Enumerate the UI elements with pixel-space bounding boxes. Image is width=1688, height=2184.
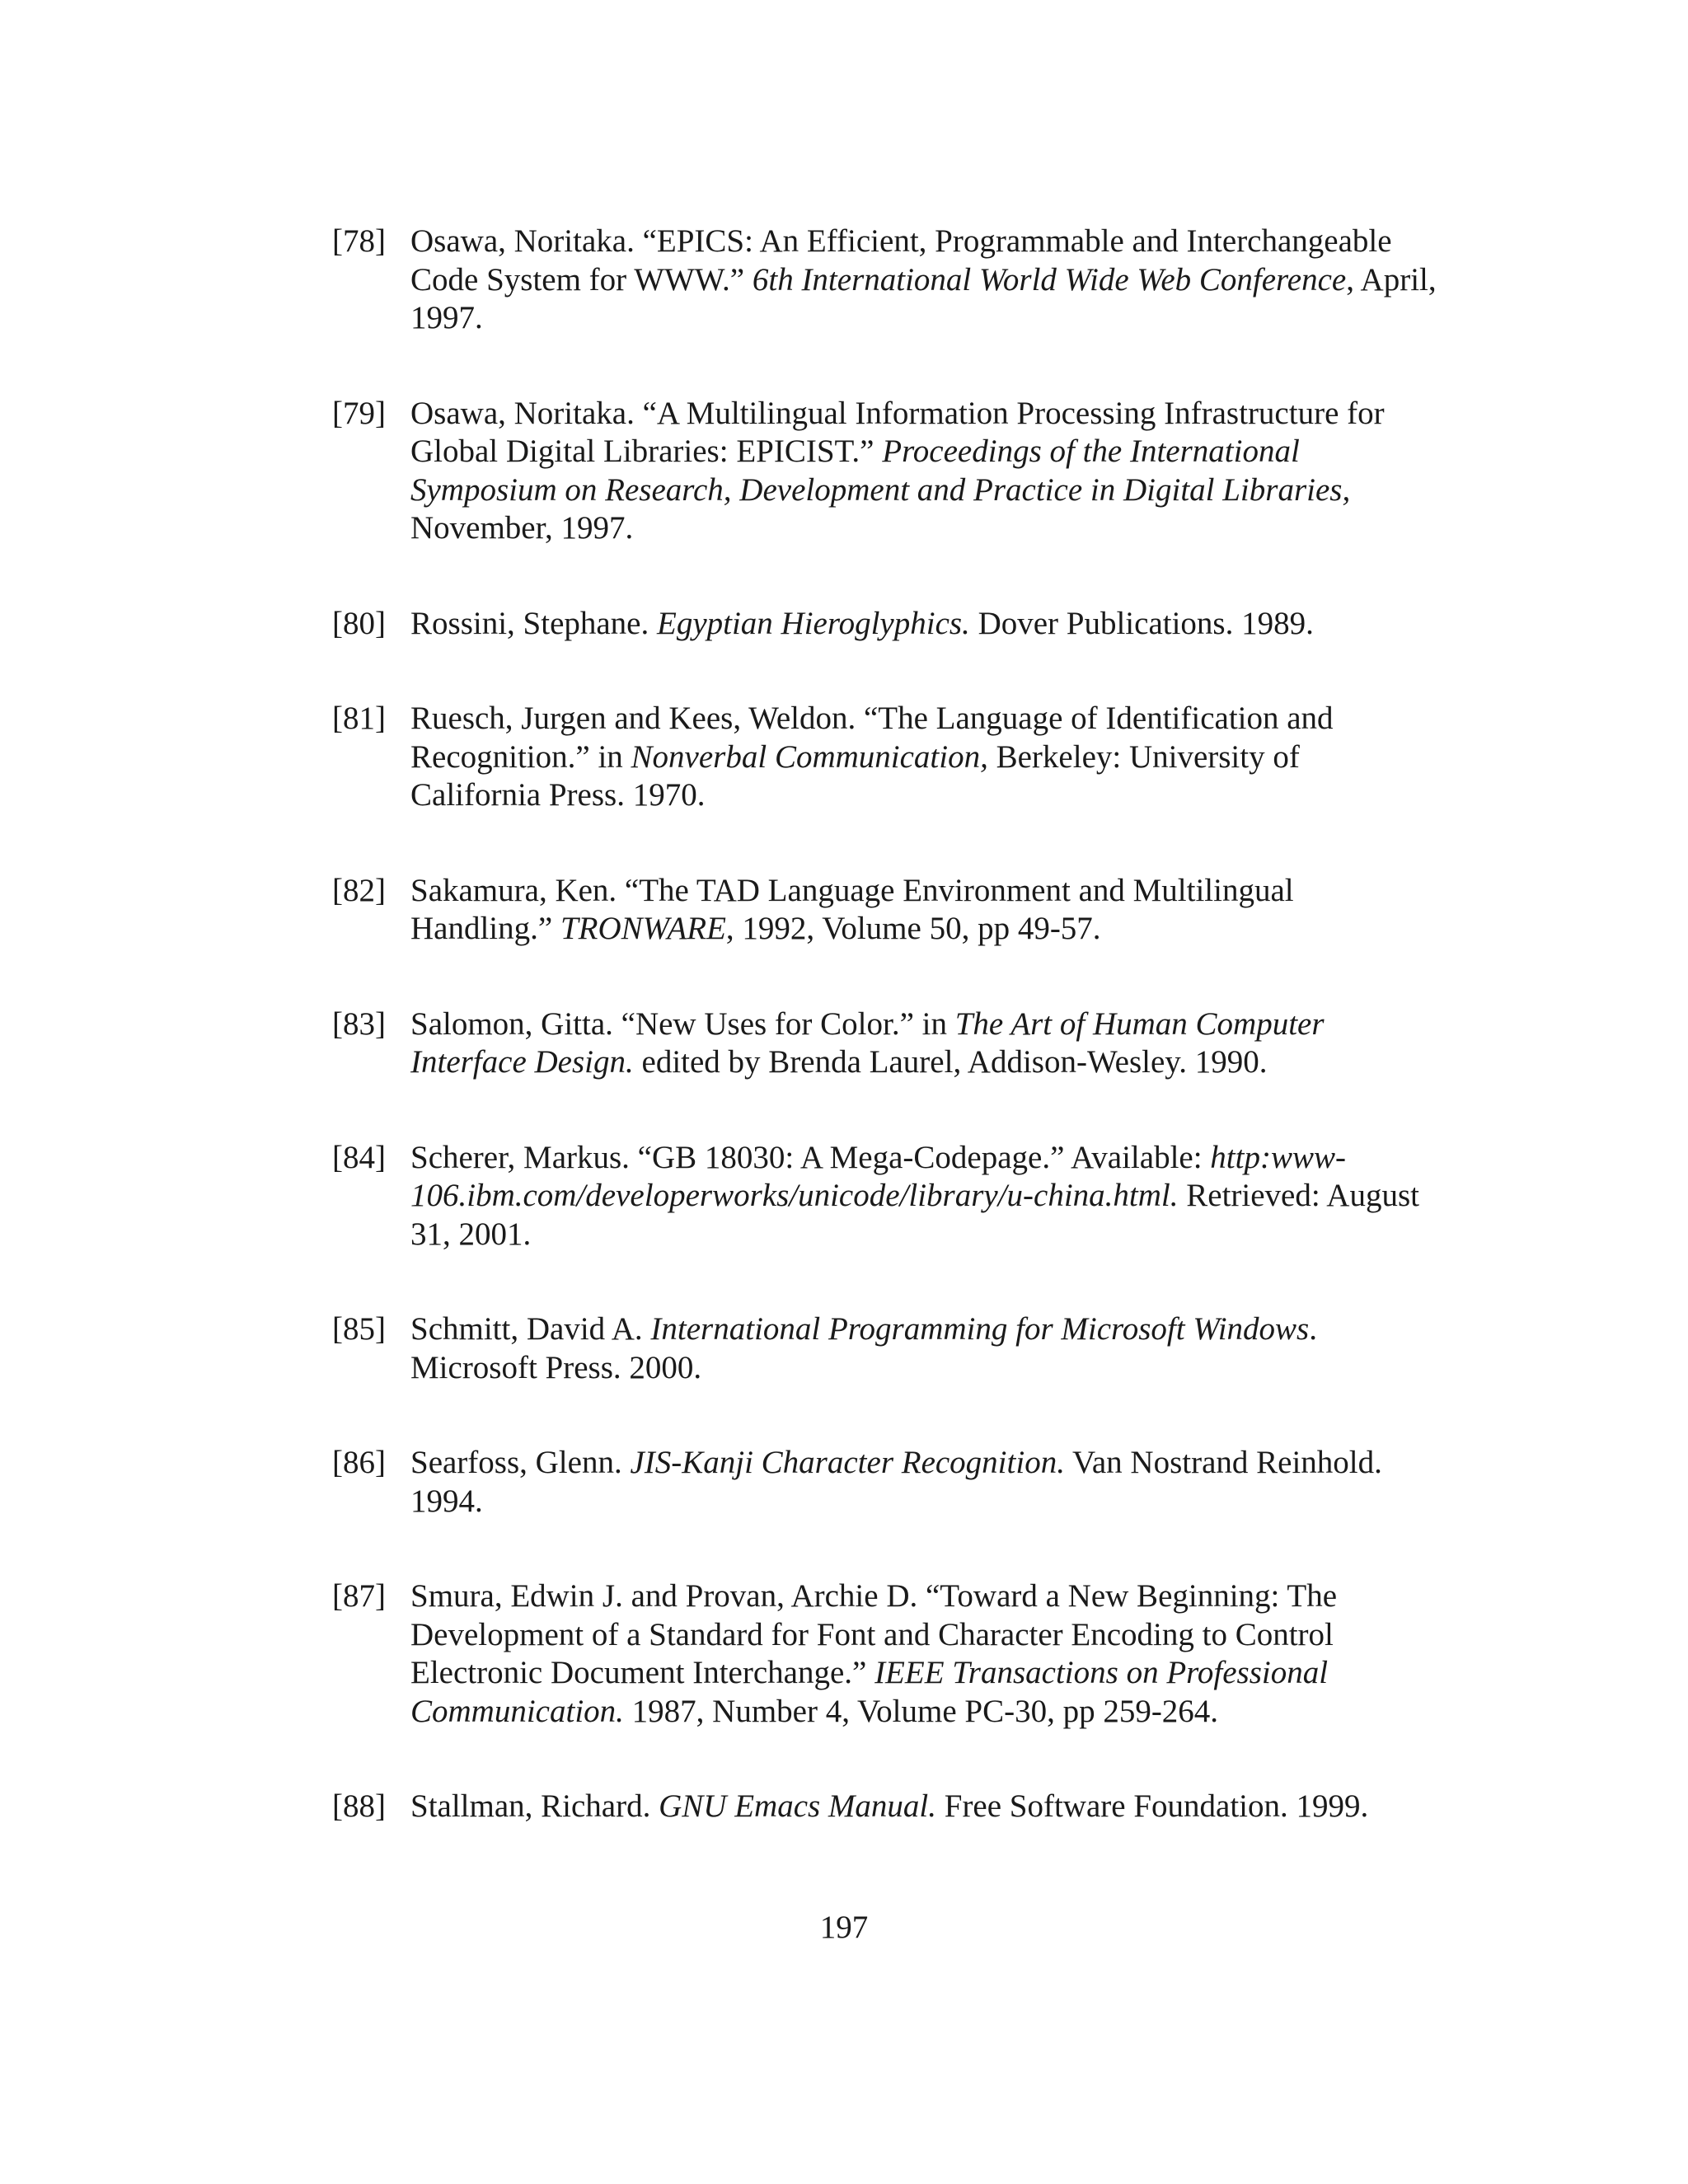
reference-entry (332, 223, 1437, 338)
reference-number: [82] (332, 872, 386, 908)
reference-text (410, 1139, 1437, 1254)
reference-text (410, 605, 1437, 644)
reference-text (410, 1310, 1437, 1387)
reference-entry (332, 872, 1437, 949)
reference-text-segment: Dover Publications. 1989. (969, 605, 1314, 641)
reference-text-segment: . Microsoft Press. 2000. (410, 1311, 1317, 1385)
reference-title-italic: 6th International World Wide Web Conference (752, 261, 1347, 298)
reference-entry (332, 1444, 1437, 1521)
reference-title-italic: IEEE Transactions on Professional Communication. (410, 1655, 1329, 1729)
reference-text (410, 1788, 1437, 1826)
reference-text (410, 700, 1437, 815)
reference-text (410, 872, 1437, 949)
reference-text-segment: Schmitt, David A. (410, 1311, 651, 1347)
reference-text-segment: Scherer, Markus. “GB 18030: A Mega-Codepage.” Available: (410, 1139, 1211, 1175)
reference-text-segment: Searfoss, Glenn. (410, 1445, 631, 1480)
reference-text-segment: Osawa, Noritaka. “EPICS: An Efficient, Programmable and Interchangeable Code System for WWW.” (410, 223, 1392, 298)
reference-text-segment: edited by Brenda Laurel, Addison-Wesley. 1990. (633, 1044, 1268, 1080)
reference-title-italic: Proceedings of the International Symposium on Research, Development and Practice in Digital Libraries, (410, 434, 1351, 508)
reference-entry (332, 1788, 1437, 1826)
reference-title-italic: Nonverbal Communication, (631, 738, 988, 775)
reference-number: [84] (332, 1139, 386, 1175)
reference-text-segment: Sakamura, Ken. “The TAD Language Environment and Multilingual Handling.” (410, 872, 1294, 946)
reference-title-italic: JIS-Kanji Character Recognition. (630, 1445, 1065, 1480)
reference-number: [85] (332, 1311, 386, 1347)
reference-text (410, 1444, 1437, 1521)
reference-entry (332, 1005, 1437, 1082)
reference-text-segment: Smura, Edwin J. and Provan, Archie D. “Toward a New Beginning: The Development of a Standard for Font and Character Encoding to Control Electronic Document Interchange.” (410, 1578, 1338, 1690)
reference-text-segment: November, 1997. (410, 510, 634, 546)
reference-text (410, 1005, 1437, 1082)
reference-text (410, 1577, 1437, 1731)
reference-number: [78] (332, 223, 386, 259)
reference-text-segment: , April, 1997. (410, 261, 1437, 335)
reference-text-segment: , 1992, Volume 50, pp 49-57. (725, 911, 1101, 946)
reference-number: [79] (332, 395, 386, 431)
reference-text-segment: Berkeley: University of California Press. 1970. (410, 738, 1300, 813)
reference-number: [80] (332, 605, 386, 641)
reference-title-italic: Egyptian Hieroglyphics. (657, 605, 970, 641)
reference-number: [83] (332, 1005, 386, 1042)
reference-number: [81] (332, 701, 386, 736)
reference-text-segment: Free Software Foundation. 1999. (936, 1788, 1369, 1824)
reference-entry (332, 700, 1437, 815)
reference-title-italic: The Art of Human Computer Interface Design. (410, 1005, 1325, 1080)
reference-title-italic: http:www-106.ibm.com/developerworks/unicode/library/u-china.html. (410, 1139, 1346, 1213)
reference-text-segment: 1987, Number 4, Volume PC-30, pp 259-264. (623, 1693, 1219, 1729)
reference-text-segment: Ruesch, Jurgen and Kees, Weldon. “The Language of Identification and Recognition.” in (410, 701, 1334, 775)
reference-text-segment: Stallman, Richard. (410, 1788, 659, 1824)
reference-number: [87] (332, 1578, 386, 1614)
page-number: 197 (819, 1910, 869, 1945)
reference-list (332, 223, 1437, 1883)
reference-text-segment: Salomon, Gitta. “New Uses for Color.” in (410, 1005, 955, 1042)
reference-number: [86] (332, 1445, 386, 1480)
reference-title-italic: GNU Emacs Manual. (659, 1788, 936, 1824)
reference-text (410, 395, 1437, 548)
reference-text-segment: Osawa, Noritaka. “A Multilingual Information Processing Infrastructure for Global Digital Libraries: EPICIST.” (410, 395, 1385, 469)
reference-text (410, 223, 1437, 338)
reference-text-segment: Rossini, Stephane. (410, 605, 657, 641)
reference-entry (332, 395, 1437, 548)
reference-entry (332, 1139, 1437, 1254)
reference-title-italic: TRONWARE (560, 911, 726, 946)
reference-entry (332, 605, 1437, 644)
reference-entry (332, 1577, 1437, 1731)
reference-text-segment: Retrieved: August 31, 2001. (410, 1178, 1419, 1252)
reference-text-segment: Van Nostrand Reinhold. 1994. (410, 1445, 1382, 1519)
reference-title-italic: International Programming for Microsoft Windows (650, 1311, 1310, 1347)
reference-number: [88] (332, 1788, 386, 1824)
reference-entry (332, 1310, 1437, 1387)
